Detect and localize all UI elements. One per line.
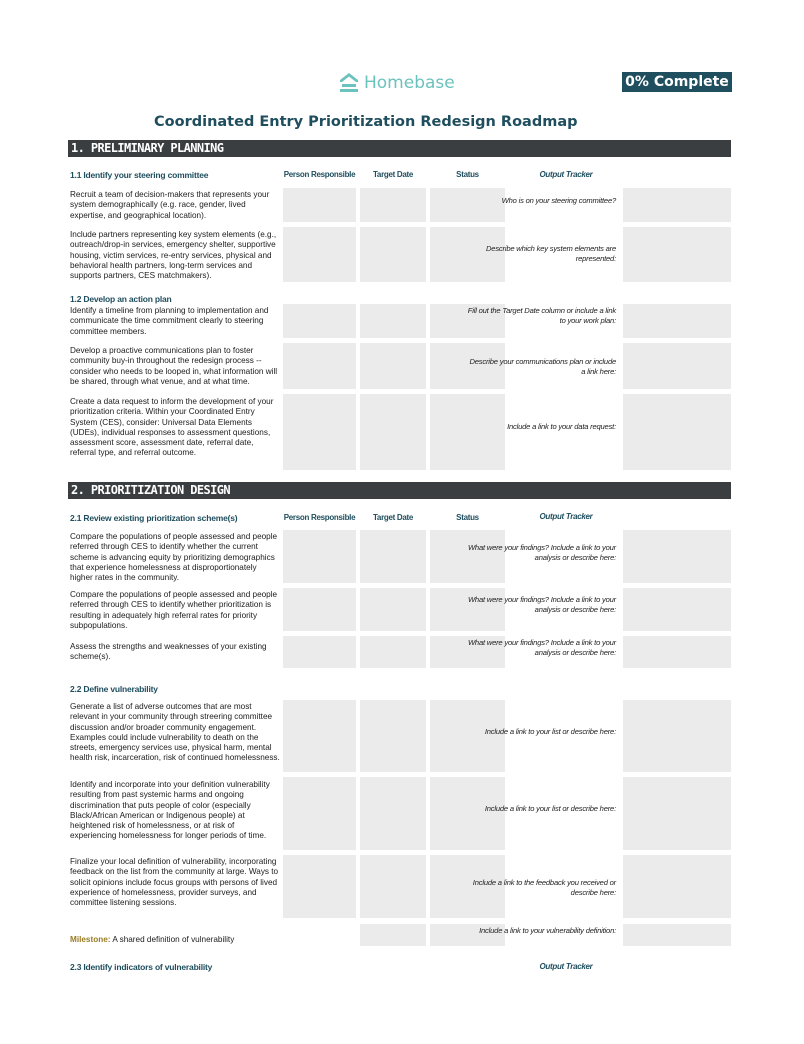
output-prompt: What were your findings? Include a link to your analysis or describe here: [467,638,616,657]
column-header-output-tracker: Output Tracker [539,512,593,521]
output-prompt: What were your findings? Include a link to your analysis or describe here: [467,595,616,614]
output-tracker-cell[interactable] [623,227,731,282]
output-tracker-cell[interactable] [623,777,731,850]
person-responsible-cell[interactable] [283,777,356,850]
person-responsible-cell[interactable] [283,343,356,389]
target-date-cell[interactable] [360,636,426,668]
target-date-cell[interactable] [360,777,426,850]
column-header-output-tracker: Output Tracker [539,170,593,179]
target-date-cell[interactable] [360,700,426,772]
task-description: Generate a list of adverse outcomes that are most relevant in your community through streering committee discussion and/or broader community engagement. Examples could include vulnerability to death on the streets, emergency services use, physical harm, mental health risk, incarceration, risk of continued homelessness. [70,702,280,763]
output-tracker-cell[interactable] [623,530,731,583]
target-date-cell[interactable] [360,530,426,583]
status-cell[interactable] [430,394,505,470]
column-header-status: Status [456,513,479,522]
output-prompt: Fill out the Target Date column or include a link to your work plan: [467,306,616,325]
task-description: Assess the strengths and weaknesses of your existing scheme(s). [70,642,267,662]
milestone [70,935,234,944]
logo-text: Homebase [364,73,455,93]
output-prompt: Include a link to your list or describe here: [484,727,616,736]
output-prompt: What were your findings? Include a link to your analysis or describe here: [467,543,616,562]
subsection-heading: 1.2 Develop an action plan [70,294,172,304]
target-date-cell[interactable] [360,343,426,389]
task-description: Create a data request to inform the development of your prioritization criteria. Within your Coordinated Entry System (CES), consider: Universal Data Elements (UDEs), individual responses to assessment questions, assessment score, assessment date, referral date, referral type, and referral outcome. [70,397,274,458]
column-header-person: Person Responsible [283,513,356,522]
task-description: Recruit a team of decision-makers that represents your system demographically (e.g. race, gender, lived expertise, and geographical location). [70,190,270,220]
homebase-logo [340,71,455,95]
person-responsible-cell[interactable] [283,636,356,668]
section-heading-preliminary-planning: 1. PRELIMINARY PLANNING [68,140,731,157]
task-description: Develop a proactive communications plan to foster community buy-in throughout the redesign process -- consider who needs to be looped in, what information will be shared, through what venue, and at what time. [70,346,278,386]
person-responsible-cell[interactable] [283,304,356,338]
task-description: Include partners representing key system elements (e.g., outreach/drop-in services, emergency shelter, supportive housing, victim services, re-entry services, physical and behavioral health partners, long-term services and supports partners, CES matchmakers). [70,230,277,281]
output-tracker-cell[interactable] [623,700,731,772]
target-date-cell[interactable] [360,227,426,282]
output-tracker-cell[interactable] [623,343,731,389]
task-description: Compare the populations of people assessed and people referred through CES to identify whether prioritization is resulting in adequately high referral rates for priority subpopulations. [70,590,278,630]
target-date-cell[interactable] [360,188,426,222]
output-prompt: Include a link to the feedback you received or describe here: [472,878,616,897]
column-header-target-date: Target Date [372,170,414,179]
output-prompt: Describe your communications plan or include a link here: [469,357,616,376]
output-tracker-cell[interactable] [623,924,731,946]
target-date-cell[interactable] [360,588,426,631]
subsection-heading: 2.1 Review existing prioritization scheme(s) [70,513,238,523]
person-responsible-cell[interactable] [283,188,356,222]
output-tracker-cell[interactable] [623,394,731,470]
target-date-cell[interactable] [360,924,426,946]
output-prompt: Describe which key system elements are represented: [486,244,616,263]
person-responsible-cell[interactable] [283,227,356,282]
target-date-cell[interactable] [360,304,426,338]
section-heading-prioritization-design: 2. PRIORITIZATION DESIGN [68,482,731,499]
target-date-cell[interactable] [360,394,426,470]
person-responsible-cell[interactable] [283,700,356,772]
output-tracker-cell[interactable] [623,588,731,631]
milestone-label: Milestone: [70,935,111,944]
task-description: Identify a timeline from planning to implementation and communicate the time commitment clearly to steering committee members. [70,306,269,336]
page-title: Coordinated Entry Prioritization Redesign Roadmap [154,114,578,130]
output-tracker-cell[interactable] [623,855,731,918]
output-prompt: Include a link to your list or describe here: [484,804,616,813]
task-description: Finalize your local definition of vulnerability, incorporating feedback on the list from the community at large. Ways to solicit opinions include focus groups with persons of lived experience of homelessness, provider surveys, and committee listening sessions. [70,857,279,908]
target-date-cell[interactable] [360,855,426,918]
task-description: Identify and incorporate into your definition vulnerability resulting from past systemic harms and ongoing discrimination that puts people of color (especially Black/African American or Indigenous people) at heightened risk of homelessness, or at risk of experiencing homelessness for longer periods of time. [70,780,270,841]
progress-badge: 0% Complete [622,72,732,92]
person-responsible-cell[interactable] [283,588,356,631]
house-icon [340,73,358,93]
subsection-heading: 2.3 Identify indicators of vulnerability [70,962,213,972]
output-prompt: Include a link to your data request: [507,422,616,431]
subsection-heading: 2.2 Define vulnerability [70,684,158,694]
output-tracker-cell[interactable] [623,188,731,222]
output-prompt: Who is on your steering committee? [501,196,616,205]
person-responsible-cell[interactable] [283,855,356,918]
person-responsible-cell[interactable] [283,394,356,470]
milestone-text: A shared definition of vulnerability [112,935,235,944]
column-header-person: Person Responsible [283,170,356,179]
person-responsible-cell[interactable] [283,530,356,583]
column-header-status: Status [456,170,479,179]
task-description: Compare the populations of people assessed and people referred through CES to identify whether the current scheme is advancing equity by prioritizing demographics that experience homelessness at disproportionately higher rates in the community. [70,532,278,583]
column-header-target-date: Target Date [372,513,414,522]
output-prompt: Include a link to your vulnerability definition: [479,926,616,935]
output-tracker-cell[interactable] [623,636,731,668]
column-header-output-tracker: Output Tracker [539,962,593,971]
output-tracker-cell[interactable] [623,304,731,338]
subsection-heading: 1.1 Identify your steering committee [70,170,209,180]
